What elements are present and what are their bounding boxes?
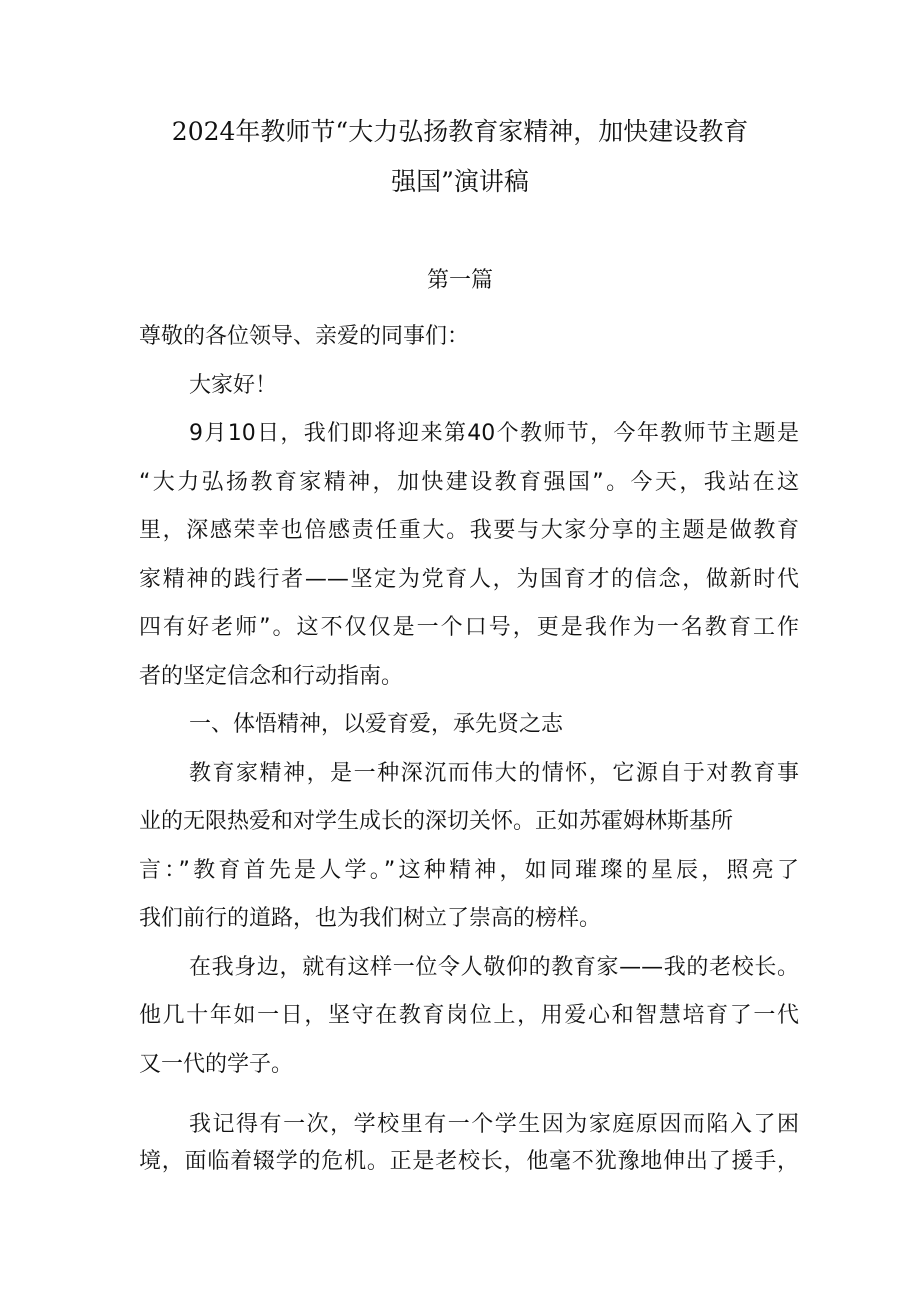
salutation-line: 尊敬的各位领导、亲爱的同事们： [139,324,470,349]
paragraph-line: 者的坚定信念和行动指南。 [139,664,404,689]
paragraph-line: 业的无限热爱和对学生成长的深切关怀。正如苏霍姆林斯基所 [139,809,734,834]
paragraph-line: 我记得有一次，学校里有一个学生因为家庭原因而陷入了困 [189,1112,799,1137]
paragraph-line: 言：”教育首先是人学。”这种精神，如同璀璨的星辰，照亮了 [139,858,799,883]
paragraph-line: 教育家精神，是一种深沉而伟大的情怀，它源自于对教育事 [189,761,799,786]
paragraph-line: 9月10日，我们即将迎来第40个教师节，今年教师节主题是 [189,421,799,446]
document-title-line-1: 2024年教师节“大力弘扬教育家精神，加快建设教育 [171,117,749,146]
paragraph-line: “大力弘扬教育家精神，加快建设教育强国”。今天，我站在这 [139,470,799,495]
paragraph-line: 家精神的践行者——坚定为党育人，为国育才的信念，做新时代 [139,567,799,592]
paragraph-line: 他几十年如一日，坚守在教育岗位上，用爱心和智慧培育了一代 [139,1003,799,1028]
document-title-line-2: 强国”演讲稿 [391,167,529,196]
subheading-line: 一、体悟精神，以爱育爱，承先贤之志 [189,712,564,737]
paragraph-line: 四有好老师”。这不仅仅是一个口号，更是我作为一名教育工作 [139,615,799,640]
greeting-line: 大家好！ [189,373,278,398]
paragraph-line: 境，面临着辍学的危机。正是老校长，他毫不犹豫地伸出了援手， [139,1149,799,1174]
paragraph-line: 我们前行的道路，也为我们树立了崇高的榜样。 [139,906,602,931]
paragraph-line: 在我身边，就有这样一位令人敬仰的教育家——我的老校长。 [189,955,799,980]
paragraph-line: 里，深感荣幸也倍感责任重大。我要与大家分享的主题是做教育 [139,518,799,543]
section-heading: 第一篇 [426,268,493,293]
paragraph-line: 又一代的学子。 [139,1052,294,1077]
